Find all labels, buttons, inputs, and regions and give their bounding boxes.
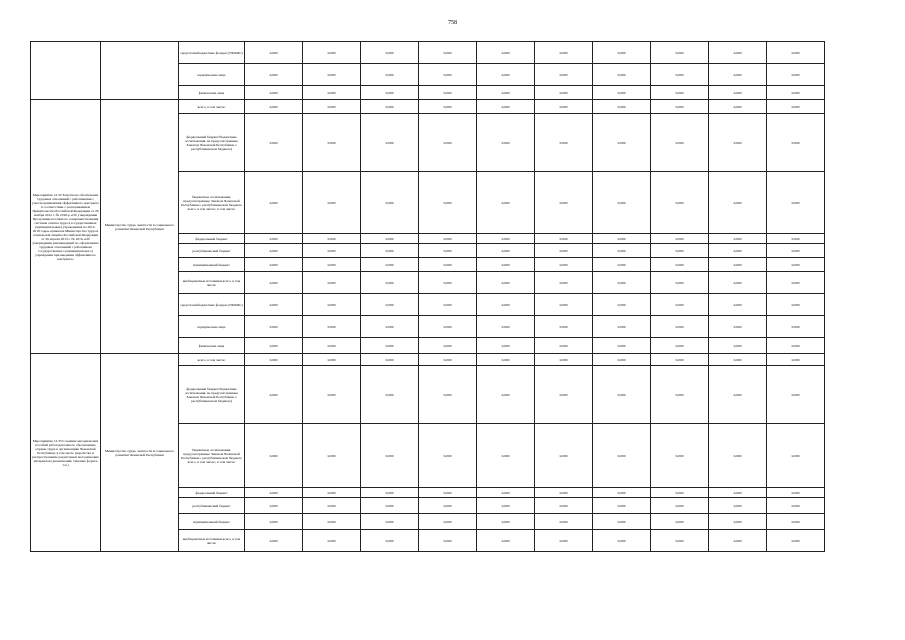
value-cell: 0,000 — [419, 294, 477, 316]
value-cell: 0,000 — [651, 234, 709, 244]
value-cell: 0,000 — [419, 338, 477, 354]
value-cell: 0,000 — [361, 316, 419, 338]
value-cell: 0,000 — [419, 272, 477, 294]
value-cell: 0,000 — [709, 316, 767, 338]
value-cell: 0,000 — [651, 366, 709, 424]
value-cell: 0,000 — [477, 114, 535, 172]
value-cell: 0,000 — [651, 42, 709, 64]
value-cell: 0,000 — [419, 86, 477, 100]
value-cell: 0,000 — [767, 488, 825, 498]
value-cell: 0,000 — [361, 114, 419, 172]
value-cell: 0,000 — [651, 64, 709, 86]
value-cell: 0,000 — [709, 244, 767, 258]
value-cell: 0,000 — [709, 114, 767, 172]
value-cell: 0,000 — [245, 272, 303, 294]
value-cell: 0,000 — [303, 294, 361, 316]
value-cell: 0,000 — [477, 354, 535, 366]
value-cell: 0,000 — [303, 424, 361, 488]
value-cell: 0,000 — [767, 316, 825, 338]
source-cell: средств внебюджетных фондов (ТФОМС) — [179, 42, 245, 64]
value-cell: 0,000 — [361, 64, 419, 86]
value-cell: 0,000 — [245, 172, 303, 234]
value-cell: 0,000 — [651, 258, 709, 272]
value-cell: 0,000 — [651, 244, 709, 258]
value-cell: 0,000 — [535, 100, 593, 114]
value-cell: 0,000 — [767, 272, 825, 294]
value-cell: 0,000 — [245, 530, 303, 552]
value-cell: 0,000 — [245, 244, 303, 258]
value-cell: 0,000 — [709, 234, 767, 244]
value-cell: 0,000 — [245, 424, 303, 488]
value-cell: 0,000 — [419, 172, 477, 234]
value-cell: 0,000 — [477, 514, 535, 530]
value-cell: 0,000 — [767, 244, 825, 258]
source-cell: федеральный бюджет/бюджетные ассигнования, не предусмотренные Законом Чеченской Республики о республиканском бюджете) — [179, 114, 245, 172]
value-cell: 0,000 — [767, 338, 825, 354]
value-cell: 0,000 — [709, 42, 767, 64]
value-cell: 0,000 — [593, 64, 651, 86]
value-cell: 0,000 — [303, 86, 361, 100]
executor-cell: Министерство труда, занятости и социального развития Чеченской Республики — [101, 100, 179, 354]
budget-table — [30, 41, 825, 552]
value-cell: 0,000 — [361, 530, 419, 552]
value-cell: 0,000 — [303, 100, 361, 114]
value-cell: 0,000 — [361, 366, 419, 424]
value-cell: 0,000 — [651, 316, 709, 338]
value-cell: 0,000 — [303, 272, 361, 294]
value-cell: 0,000 — [767, 172, 825, 234]
value-cell: 0,000 — [767, 498, 825, 514]
value-cell: 0,000 — [593, 244, 651, 258]
value-cell: 0,000 — [477, 86, 535, 100]
value-cell: 0,000 — [651, 424, 709, 488]
value-cell: 0,000 — [767, 354, 825, 366]
value-cell: 0,000 — [245, 366, 303, 424]
value-cell: 0,000 — [535, 498, 593, 514]
source-cell: внебюджетные источники всего, в том числе: — [179, 530, 245, 552]
value-cell: 0,000 — [767, 86, 825, 100]
source-cell: республиканский бюджет — [179, 244, 245, 258]
value-cell: 0,000 — [419, 498, 477, 514]
value-cell: 0,000 — [477, 498, 535, 514]
value-cell: 0,000 — [419, 514, 477, 530]
value-cell: 0,000 — [477, 272, 535, 294]
value-cell: 0,000 — [245, 100, 303, 114]
value-cell: 0,000 — [419, 234, 477, 244]
value-cell: 0,000 — [767, 234, 825, 244]
value-cell: 0,000 — [303, 530, 361, 552]
value-cell: 0,000 — [709, 514, 767, 530]
value-cell: 0,000 — [535, 514, 593, 530]
value-cell: 0,000 — [303, 338, 361, 354]
value-cell: 0,000 — [245, 64, 303, 86]
value-cell: 0,000 — [361, 86, 419, 100]
value-cell: 0,000 — [767, 100, 825, 114]
value-cell: 0,000 — [535, 424, 593, 488]
value-cell: 0,000 — [419, 424, 477, 488]
measure-cell — [31, 42, 101, 100]
value-cell: 0,000 — [593, 338, 651, 354]
value-cell: 0,000 — [651, 272, 709, 294]
value-cell: 0,000 — [709, 338, 767, 354]
value-cell: 0,000 — [651, 498, 709, 514]
value-cell: 0,000 — [245, 488, 303, 498]
value-cell: 0,000 — [593, 530, 651, 552]
value-cell: 0,000 — [303, 244, 361, 258]
value-cell: 0,000 — [767, 366, 825, 424]
value-cell: 0,000 — [535, 258, 593, 272]
value-cell: 0,000 — [419, 244, 477, 258]
value-cell: 0,000 — [419, 42, 477, 64]
value-cell: 0,000 — [709, 172, 767, 234]
value-cell: 0,000 — [361, 244, 419, 258]
value-cell: 0,000 — [245, 42, 303, 64]
value-cell: 0,000 — [709, 366, 767, 424]
value-cell: 0,000 — [303, 316, 361, 338]
source-cell: физические лица — [179, 86, 245, 100]
value-cell: 0,000 — [709, 86, 767, 100]
value-cell: 0,000 — [593, 294, 651, 316]
value-cell: 0,000 — [477, 530, 535, 552]
source-cell: всего, в том числе: — [179, 100, 245, 114]
value-cell: 0,000 — [477, 258, 535, 272]
value-cell: 0,000 — [419, 258, 477, 272]
value-cell: 0,000 — [303, 234, 361, 244]
value-cell: 0,000 — [303, 114, 361, 172]
value-cell: 0,000 — [593, 366, 651, 424]
value-cell: 0,000 — [767, 424, 825, 488]
value-cell: 0,000 — [535, 316, 593, 338]
executor-cell — [101, 42, 179, 100]
measure-cell: Мероприятие 12.32 Затраты на обеспечение трудовых отношений с работниками с учетом применения эффективного контракта в соответствии с распоряжением Правительства Российской Федерации от 26 ноября 2012 г. № 2190-р «Об утверждении Программы поэтапного совершенствования системы оплаты труда в государственных (муниципальных) учреждениях на 2012-2018 годы» приказом Министерства труда и социальной защиты Российской Федерации от 26 апреля 2013 г. № 167н «Об утверждении рекомендаций по оформлению трудовых отношений с работником государственного (муниципального) учреждения при введении эффективного контракта» — [31, 100, 101, 354]
value-cell: 0,000 — [767, 114, 825, 172]
value-cell: 0,000 — [535, 86, 593, 100]
value-cell: 0,000 — [535, 64, 593, 86]
value-cell: 0,000 — [535, 338, 593, 354]
value-cell: 0,000 — [593, 86, 651, 100]
value-cell: 0,000 — [303, 498, 361, 514]
value-cell: 0,000 — [477, 64, 535, 86]
source-cell: муниципальный бюджет — [179, 258, 245, 272]
source-cell: муниципальный бюджет — [179, 514, 245, 530]
value-cell: 0,000 — [477, 100, 535, 114]
value-cell: 0,000 — [419, 316, 477, 338]
value-cell: 0,000 — [593, 488, 651, 498]
value-cell: 0,000 — [709, 488, 767, 498]
table-row — [31, 42, 825, 64]
executor-cell: Министерство труда, занятости и социального развития Чеченской Республики — [101, 354, 179, 552]
value-cell: 0,000 — [593, 424, 651, 488]
value-cell: 0,000 — [651, 100, 709, 114]
value-cell: 0,000 — [593, 272, 651, 294]
value-cell: 0,000 — [419, 100, 477, 114]
table-row — [31, 100, 825, 114]
value-cell: 0,000 — [709, 100, 767, 114]
value-cell: 0,000 — [593, 354, 651, 366]
value-cell: 0,000 — [361, 424, 419, 488]
value-cell: 0,000 — [709, 294, 767, 316]
page-number: 758 — [448, 20, 457, 26]
value-cell: 0,000 — [651, 338, 709, 354]
value-cell: 0,000 — [535, 114, 593, 172]
value-cell: 0,000 — [767, 294, 825, 316]
value-cell: 0,000 — [709, 354, 767, 366]
value-cell: 0,000 — [651, 86, 709, 100]
source-cell: всего, в том числе: — [179, 354, 245, 366]
value-cell: 0,000 — [361, 514, 419, 530]
value-cell: 0,000 — [245, 258, 303, 272]
value-cell: 0,000 — [651, 354, 709, 366]
source-cell: федеральный бюджет — [179, 234, 245, 244]
value-cell: 0,000 — [651, 172, 709, 234]
value-cell: 0,000 — [535, 530, 593, 552]
table-body — [31, 42, 825, 552]
value-cell: 0,000 — [361, 338, 419, 354]
value-cell: 0,000 — [477, 488, 535, 498]
value-cell: 0,000 — [593, 258, 651, 272]
value-cell: 0,000 — [535, 366, 593, 424]
source-cell: бюджетные ассигнования, предусмотренные Законом Чеченской Республики о республиканском бюджете всего, в том числе:, в том числе: — [179, 424, 245, 488]
source-cell: внебюджетные источники всего, в том числе: — [179, 272, 245, 294]
value-cell: 0,000 — [535, 244, 593, 258]
value-cell: 0,000 — [709, 64, 767, 86]
value-cell: 0,000 — [535, 294, 593, 316]
source-cell: федеральный бюджет/бюджетные ассигнования, не предусмотренные Законом Чеченской Республики о республиканском бюджете) — [179, 366, 245, 424]
value-cell: 0,000 — [245, 338, 303, 354]
value-cell: 0,000 — [593, 114, 651, 172]
value-cell: 0,000 — [361, 294, 419, 316]
value-cell: 0,000 — [245, 316, 303, 338]
source-cell: физические лица — [179, 338, 245, 354]
value-cell: 0,000 — [419, 366, 477, 424]
value-cell: 0,000 — [767, 42, 825, 64]
value-cell: 0,000 — [361, 488, 419, 498]
value-cell: 0,000 — [535, 234, 593, 244]
value-cell: 0,000 — [709, 530, 767, 552]
value-cell: 0,000 — [303, 366, 361, 424]
source-cell: бюджетные ассигнования, предусмотренные Законом Чеченской Республики о республиканском бюджете всего, в том числе:, в том числе: — [179, 172, 245, 234]
value-cell: 0,000 — [361, 498, 419, 514]
value-cell: 0,000 — [767, 514, 825, 530]
value-cell: 0,000 — [477, 366, 535, 424]
value-cell: 0,000 — [535, 172, 593, 234]
value-cell: 0,000 — [593, 514, 651, 530]
value-cell: 0,000 — [419, 488, 477, 498]
value-cell: 0,000 — [303, 258, 361, 272]
value-cell: 0,000 — [361, 234, 419, 244]
source-cell: юридические лица — [179, 316, 245, 338]
value-cell: 0,000 — [245, 514, 303, 530]
measure-cell: Мероприятие 12.33 Создание методических пособий работодателям по обеспечению охраны труда в организациях Чеченской Республики, в том числе разработка и распространение раздаточных методических материалов (разъяснений, типовых форм и т.п.) — [31, 354, 101, 552]
value-cell: 0,000 — [419, 64, 477, 86]
value-cell: 0,000 — [361, 258, 419, 272]
value-cell: 0,000 — [709, 424, 767, 488]
value-cell: 0,000 — [361, 42, 419, 64]
value-cell: 0,000 — [535, 354, 593, 366]
value-cell: 0,000 — [477, 234, 535, 244]
source-cell: республиканский бюджет — [179, 498, 245, 514]
value-cell: 0,000 — [477, 294, 535, 316]
source-cell: федеральный бюджет — [179, 488, 245, 498]
value-cell: 0,000 — [535, 488, 593, 498]
value-cell: 0,000 — [245, 234, 303, 244]
source-cell: юридические лица — [179, 64, 245, 86]
value-cell: 0,000 — [361, 354, 419, 366]
table-row — [31, 354, 825, 366]
value-cell: 0,000 — [303, 64, 361, 86]
value-cell: 0,000 — [593, 42, 651, 64]
value-cell: 0,000 — [419, 354, 477, 366]
value-cell: 0,000 — [245, 498, 303, 514]
value-cell: 0,000 — [361, 100, 419, 114]
value-cell: 0,000 — [419, 530, 477, 552]
value-cell: 0,000 — [651, 488, 709, 498]
value-cell: 0,000 — [709, 498, 767, 514]
value-cell: 0,000 — [245, 114, 303, 172]
value-cell: 0,000 — [361, 272, 419, 294]
value-cell: 0,000 — [535, 272, 593, 294]
value-cell: 0,000 — [419, 114, 477, 172]
value-cell: 0,000 — [651, 114, 709, 172]
value-cell: 0,000 — [245, 354, 303, 366]
value-cell: 0,000 — [477, 172, 535, 234]
value-cell: 0,000 — [709, 272, 767, 294]
value-cell: 0,000 — [303, 488, 361, 498]
value-cell: 0,000 — [767, 530, 825, 552]
value-cell: 0,000 — [477, 424, 535, 488]
value-cell: 0,000 — [303, 514, 361, 530]
value-cell: 0,000 — [477, 338, 535, 354]
value-cell: 0,000 — [651, 514, 709, 530]
value-cell: 0,000 — [303, 354, 361, 366]
value-cell: 0,000 — [709, 258, 767, 272]
value-cell: 0,000 — [303, 42, 361, 64]
value-cell: 0,000 — [651, 530, 709, 552]
value-cell: 0,000 — [593, 316, 651, 338]
value-cell: 0,000 — [593, 100, 651, 114]
value-cell: 0,000 — [651, 294, 709, 316]
value-cell: 0,000 — [245, 86, 303, 100]
value-cell: 0,000 — [361, 172, 419, 234]
value-cell: 0,000 — [593, 172, 651, 234]
value-cell: 0,000 — [303, 172, 361, 234]
value-cell: 0,000 — [245, 294, 303, 316]
value-cell: 0,000 — [767, 258, 825, 272]
value-cell: 0,000 — [477, 244, 535, 258]
value-cell: 0,000 — [593, 498, 651, 514]
source-cell: средств внебюджетных фондов (ТФОМС) — [179, 294, 245, 316]
value-cell: 0,000 — [767, 64, 825, 86]
value-cell: 0,000 — [477, 316, 535, 338]
value-cell: 0,000 — [593, 234, 651, 244]
value-cell: 0,000 — [477, 42, 535, 64]
value-cell: 0,000 — [535, 42, 593, 64]
